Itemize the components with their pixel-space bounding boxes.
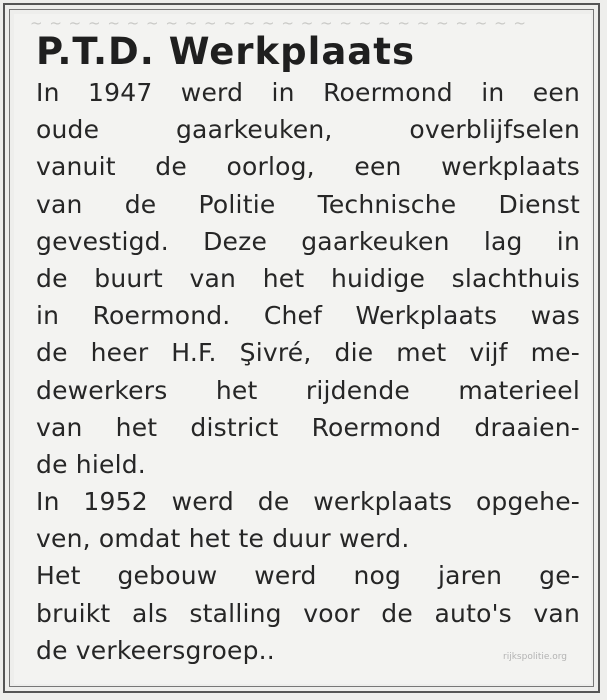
article-body [36, 74, 580, 669]
article-line: gevestigd. Deze gaarkeuken lag in [36, 226, 580, 256]
article-line: de buurt van het huidige slachthuis [36, 263, 580, 293]
article-line: de heer H.F. Şivré, die met vijf me- [36, 338, 580, 368]
article-line: de hield. [36, 449, 146, 479]
article-line: dewerkers het rijdende materieel [36, 375, 580, 405]
watermark-text: rijkspolitie.org [503, 652, 568, 662]
article-line: de verkeersgroep.. [36, 635, 275, 665]
bleed-through-text: ~ ~ ~ ~ ~ ~ ~ ~ ~ ~ ~ ~ ~ ~ ~ ~ ~ ~ ~ ~ ~ ~ ~ ~ ~ ~ [30, 16, 527, 30]
article-title: P.T.D. Werkplaats [36, 30, 415, 73]
article-line: bruikt als stalling voor de auto's van [36, 598, 580, 628]
article-line: van het district Roermond draaien- [36, 412, 580, 442]
article-line: In 1952 werd de werkplaats opgehe- [36, 487, 580, 517]
article-line: in Roermond. Chef Werkplaats was [36, 301, 580, 331]
article-line: van de Politie Technische Dienst [36, 189, 580, 219]
article-line: In 1947 werd in Roermond in een [36, 78, 580, 107]
article-line: vanuit de oorlog, een werkplaats [36, 152, 580, 182]
article-line: oude gaarkeuken, overblijfselen [36, 115, 580, 145]
article-line: Het gebouw werd nog jaren ge- [36, 561, 580, 591]
article-line: ven, omdat het te duur werd. [36, 524, 410, 554]
